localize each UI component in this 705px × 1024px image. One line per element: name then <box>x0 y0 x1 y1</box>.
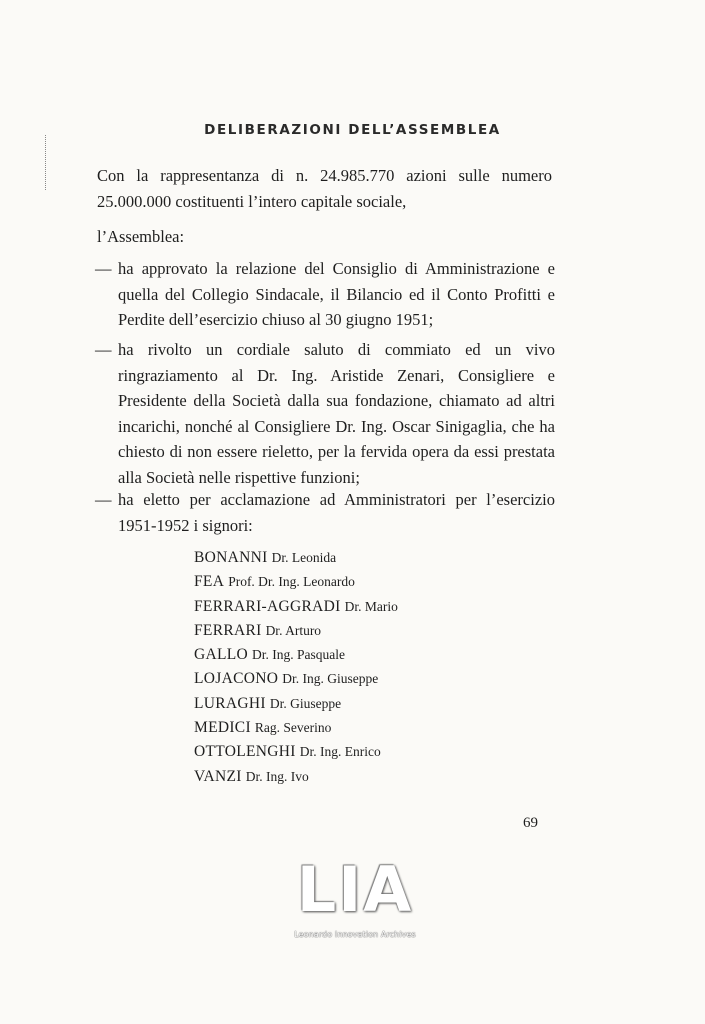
director-row <box>194 595 494 619</box>
director-row <box>194 570 494 594</box>
director-surname: FEA <box>194 573 225 591</box>
director-row <box>194 692 494 716</box>
dash-bullet: — <box>95 340 112 359</box>
resolution-item <box>95 256 555 333</box>
margin-mark <box>45 135 49 190</box>
director-surname: FERRARI <box>194 621 262 639</box>
director-surname: FERRARI-AGGRADI <box>194 597 341 615</box>
assembly-label: l’Assemblea: <box>97 227 185 246</box>
resolution-text: ha rivolto un cordiale saluto di commiato ed un vivo ringraziamento al Dr. Ing. Aristide Zenari, Consigliere e Presidente della Società dalla sua fondazione, chiamato ad altri incarichi, nonché al Consigliere Dr. Ing. Oscar Sinigaglia, che ha chiesto di non essere rieletto, per la fervida opera da essi prestata alla Società nelle rispettive funzioni; <box>118 340 555 487</box>
director-row <box>194 619 494 643</box>
intro-paragraph: Con la rappresentanza di n. 24.985.770 azioni sulle numero 25.000.000 costituenti l’intero capitale sociale, <box>97 166 552 211</box>
director-surname: GALLO <box>194 646 249 664</box>
director-title: Dr. Mario <box>344 598 398 614</box>
lia-watermark-logo <box>290 855 420 945</box>
director-surname: OTTOLENGHI <box>194 743 296 761</box>
director-title: Dr. Ing. Ivo <box>245 768 309 784</box>
director-surname: BONANNI <box>194 549 268 566</box>
director-title: Dr. Ing. Pasquale <box>252 647 346 663</box>
director-title: Prof. Dr. Ing. Leonardo <box>228 574 355 590</box>
logo-text: LIA <box>296 853 414 926</box>
director-title: Dr. Ing. Giuseppe <box>282 671 379 687</box>
director-title: Rag. Severino <box>254 720 332 736</box>
resolution-item <box>95 487 555 538</box>
resolution-text: ha approvato la relazione del Consiglio di Amministrazione e quella del Collegio Sindacale, il Bilancio ed il Conto Profitti e Perdite dell’esercizio chiuso al 30 giugno 1951; <box>118 259 555 330</box>
resolution-text: ha eletto per acclamazione ad Amministratori per l’esercizio 1951-1952 i signori: <box>118 490 555 535</box>
resolution-item <box>95 337 555 491</box>
director-surname: LOJACONO <box>194 670 279 688</box>
director-title: Dr. Arturo <box>265 622 322 638</box>
director-row <box>194 716 494 740</box>
director-row <box>194 667 494 691</box>
director-title: Dr. Ing. Enrico <box>299 744 381 760</box>
logo-subtitle: Leonardo Innovation Archives <box>294 930 416 939</box>
director-row <box>194 643 494 667</box>
page-number: 69 <box>523 815 538 831</box>
section-heading: DELIBERAZIONI DELL’ASSEMBLEA <box>204 122 501 138</box>
director-title: Dr. Giuseppe <box>269 695 342 711</box>
director-row <box>194 765 494 789</box>
directors-list <box>194 546 494 789</box>
director-surname: MEDICI <box>194 719 251 737</box>
director-surname: LURAGHI <box>194 694 266 712</box>
director-title: Dr. Leonida <box>271 550 337 565</box>
dash-bullet: — <box>95 259 112 278</box>
director-surname: VANZI <box>194 767 242 785</box>
dash-bullet: — <box>95 490 112 509</box>
director-row <box>194 546 494 570</box>
director-row <box>194 740 494 764</box>
